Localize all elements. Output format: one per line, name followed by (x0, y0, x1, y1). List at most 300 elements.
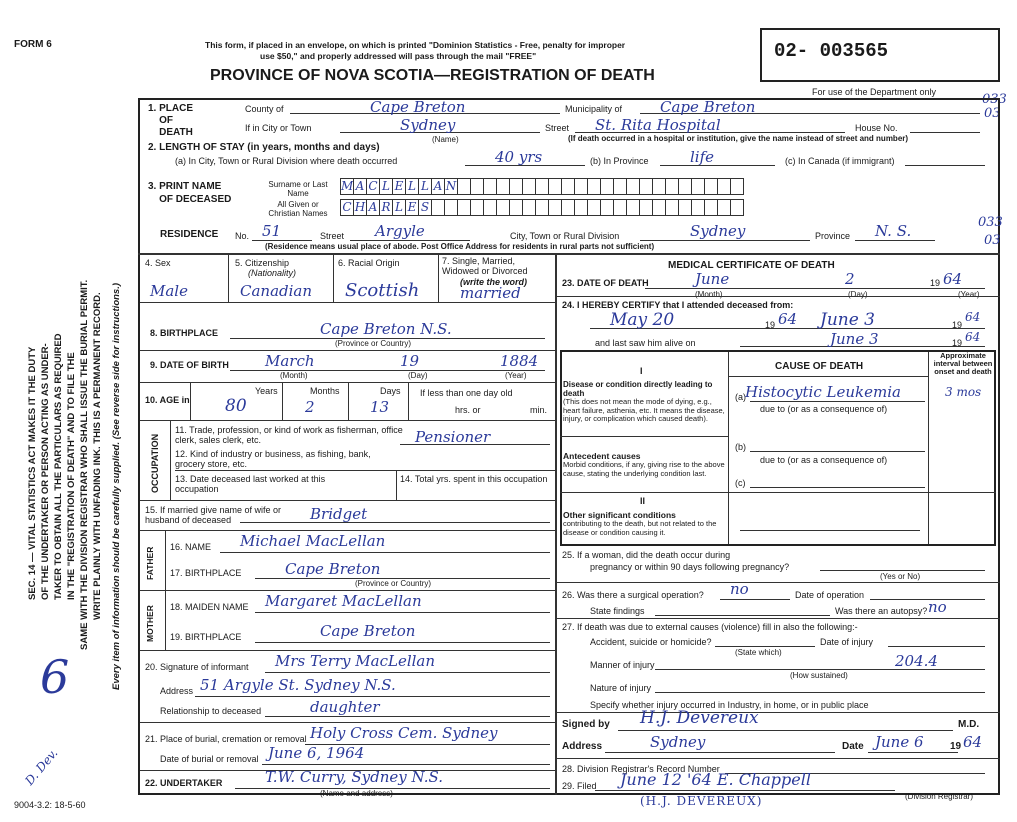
letter-cell (717, 178, 731, 195)
signer-address: Sydney (650, 733, 706, 751)
letter-cell (639, 199, 653, 216)
occ-q12: 12. Kind of industry or business, as fishing, bank, grocery store, etc. (175, 449, 371, 469)
date-op-label: Date of operation (795, 590, 865, 600)
upper-divider (138, 253, 1000, 255)
citizenship-sub: (Nationality) (248, 268, 297, 278)
occ-q14: 14. Total yrs. spent in this occupation (400, 474, 548, 484)
mother-bottom (140, 650, 555, 651)
interval-label: Approximate interval between onset and death (933, 351, 993, 376)
informant-bottom (140, 722, 555, 723)
act-line7: Every item of information should be carefully supplied. (See reverse side for instructions.) (111, 282, 122, 690)
letter-cell (626, 199, 640, 216)
signed-label: Signed by (562, 719, 610, 730)
form-code: 9004-3.2: 18-5-60 (14, 800, 86, 810)
letter-cell (600, 199, 614, 216)
res-city-value: Sydney (690, 222, 746, 240)
cause-b-line (750, 451, 925, 452)
origin-value: Scottish (345, 280, 420, 301)
industry-label: Specify whether injury occurred in Industry, in home, or in public place (590, 700, 869, 710)
res-no-label: No. (235, 231, 250, 241)
res-no-value: 51 (262, 222, 282, 240)
letter-cell (587, 178, 601, 195)
surname-cells (340, 178, 743, 195)
stay-c-line (905, 165, 985, 166)
hospital-note: (If death occurred in a hospital or institution, give the name instead of street and number) (568, 134, 909, 143)
form-title: PROVINCE OF NOVA SCOTIA—REGISTRATION OF DEATH (210, 67, 655, 84)
birthplace-value: Cape Breton N.S. (320, 320, 452, 338)
letter-cell (691, 178, 705, 195)
form-label: FORM 6 (14, 39, 52, 50)
reg-number: 02- 003565 (774, 40, 889, 62)
act-line6: WRITE PLAINLY WITH UNFADING INK. THIS IS A PERMANENT RECORD. (92, 292, 103, 620)
cause-div1 (728, 352, 729, 544)
manner-label: Manner of injury (590, 660, 655, 670)
div-6 (438, 254, 439, 302)
res-street-label: Street (320, 231, 345, 241)
cause-div2 (928, 352, 929, 544)
dob-day-sub: (Day) (408, 371, 428, 380)
less-day-label: If less than one day old (420, 388, 513, 398)
row4-bottom (140, 302, 555, 303)
notice-line1: This form, if placed in an envelope, on which is printed "Dominion Statistics - Free, penalty for improper (205, 40, 626, 50)
act-line1: SEC. 14 — VITAL STATISTICS ACT MAKES IT THE DUTY (27, 346, 38, 600)
letter-cell (496, 199, 510, 216)
mother-birth-line (255, 642, 550, 643)
age-div3 (348, 383, 349, 420)
given-cells (340, 199, 743, 216)
age-months: 2 (305, 398, 315, 416)
from-year: 64 (778, 310, 798, 328)
stay-b-value: life (690, 148, 715, 166)
q28-label: 28. Division Registrar's Record Number (562, 764, 720, 774)
name-label: 3. PRINT NAME OF DECEASED (148, 181, 232, 205)
municipality-label: Municipality of (565, 104, 623, 114)
letter-cell (483, 199, 497, 216)
letter-cell (730, 199, 744, 216)
signer-year-prefix: 19 (950, 741, 962, 752)
months-label: Months (310, 386, 340, 396)
signer-date-label: Date (842, 741, 864, 752)
occ-q13: 13. Date deceased last worked at this occupation (175, 474, 326, 494)
age-div4 (408, 383, 409, 420)
certify-from: May 20 (610, 310, 675, 330)
burial-label: 21. Place of burial, cremation or removal (145, 734, 307, 744)
letter-cell: A (366, 199, 380, 216)
mother-side-div (165, 590, 166, 650)
given-label: All Given or Christian Names (268, 200, 328, 218)
letter-cell: L (379, 178, 393, 195)
hrs-label: hrs. or (455, 405, 481, 415)
informant-label: 20. Signature of informant (145, 662, 249, 672)
due-to-b: due to (or as a consequence of) (760, 455, 888, 465)
state-findings-label: State findings (590, 606, 645, 616)
q26-label: 26. Was there a surgical operation? (562, 590, 704, 600)
street-label: Street (545, 123, 570, 133)
city-value: Sydney (400, 116, 456, 134)
marital-sub: (write the word) (460, 277, 527, 287)
informant-value: Mrs Terry MacLellan (275, 652, 436, 670)
cause-split2 (560, 492, 996, 493)
letter-cell (704, 199, 718, 216)
occupation-side: OCCUPATION (150, 433, 160, 493)
death-year: 64 (943, 270, 963, 288)
signed-value: H.J. Devereux (640, 708, 759, 728)
death-date-line (645, 288, 985, 289)
margin-mark: 6 (40, 650, 70, 704)
registrar-sub: (Division Registrar) (905, 792, 974, 801)
nature-label: Nature of injury (590, 683, 652, 693)
mother-side: MOTHER (145, 605, 155, 642)
occ-q11-value: Pensioner (415, 428, 491, 446)
father-name-line (220, 552, 550, 553)
from-year-prefix: 19 (765, 320, 776, 330)
wife-line (240, 522, 550, 523)
antecedent-label: Antecedent causes (563, 451, 641, 461)
min-label: min. (530, 405, 548, 415)
letter-cell (561, 178, 575, 195)
father-birth-label: 17. BIRTHPLACE (170, 568, 242, 578)
letter-cell (548, 199, 562, 216)
letter-cell (470, 199, 484, 216)
relationship-label: Relationship to deceased (160, 706, 262, 716)
letter-cell (522, 199, 536, 216)
surgery-value: no (730, 580, 749, 598)
residence-label: RESIDENCE (160, 229, 219, 240)
informant-address: 51 Argyle St. Sydney N.S. (200, 676, 396, 694)
letter-cell (639, 178, 653, 195)
occ-bottom (140, 500, 555, 501)
death-year-sub: (Year) (958, 290, 980, 299)
wife-value: Bridget (310, 505, 368, 523)
father-name: Michael MacLellan (240, 532, 386, 550)
q29-label: 29. Filed (562, 781, 597, 791)
cause-b-label: (b) (735, 442, 746, 452)
letter-cell: N (445, 179, 457, 193)
res-street-value: Argyle (375, 222, 425, 240)
county-label: County of (245, 104, 284, 114)
div-5 (333, 254, 334, 302)
burial-date-label: Date of burial or removal (160, 754, 259, 764)
undertaker-sub: (Name and address) (320, 789, 393, 798)
row8-bottom (140, 350, 555, 351)
yes-no-sub: (Yes or No) (880, 572, 921, 581)
to-year: 64 (965, 310, 981, 324)
letter-cell (730, 178, 744, 195)
letter-cell (457, 199, 471, 216)
dob-day: 19 (400, 352, 420, 370)
house-line (910, 132, 980, 133)
letter-cell (587, 199, 601, 216)
letter-cell (561, 199, 575, 216)
registrar-stamp: (H.J. DEVEREUX) (640, 794, 763, 808)
signed-line (618, 730, 953, 731)
father-prov-sub: (Province or Country) (355, 579, 432, 588)
res-code2: 03 (984, 233, 1001, 248)
autopsy-value: no (928, 598, 947, 616)
cause-a-line (750, 401, 925, 402)
letter-cell (457, 178, 471, 195)
informant-line (265, 672, 550, 673)
letter-cell (574, 199, 588, 216)
relationship-value: daughter (310, 698, 380, 716)
letter-cell (431, 199, 445, 216)
state-findings-line (655, 615, 830, 616)
letter-cell (535, 199, 549, 216)
letter-cell (600, 178, 614, 195)
last-saw: June 3 (830, 330, 879, 348)
immediate-note: (This does not mean the mode of dying, e.g., heart failure, asthenia, etc. It means the disease, injury, or complication which caused death). (563, 397, 725, 423)
letter-cell: L (405, 178, 419, 195)
letter-cell (483, 178, 497, 195)
cause-split1 (560, 436, 728, 437)
div-4 (228, 254, 229, 302)
signer-address-label: Address (562, 741, 603, 752)
q26-bottom (556, 618, 1000, 619)
letter-cell (665, 178, 679, 195)
res-province-value: N. S. (875, 222, 912, 240)
md-label: M.D. (958, 719, 980, 730)
father-side: FATHER (145, 546, 155, 580)
cause-header-line (728, 376, 928, 377)
house-label: House No. (855, 123, 898, 133)
letter-cell (652, 199, 666, 216)
father-side-div (165, 530, 166, 590)
sex-value: Male (150, 282, 188, 300)
state-which-sub: (State which) (735, 648, 782, 657)
antecedent-note: Morbid conditions, if any, giving rise to the above cause, stating the underlying condition last. (563, 460, 725, 478)
mother-name-line (255, 612, 550, 613)
father-bottom (140, 590, 555, 591)
cause-c-line (750, 487, 925, 488)
letter-cell (522, 178, 536, 195)
undertaker-value: T.W. Curry, Sydney N.S. (265, 768, 443, 786)
stay-label: 2. LENGTH OF STAY (in years, months and days) (148, 142, 380, 153)
surname-label: Surname or Last Name (268, 180, 328, 198)
name-sub: (Name) (432, 135, 459, 144)
death-month: June (695, 270, 730, 288)
signer-address-line (605, 752, 835, 753)
letter-cell: S (418, 199, 432, 216)
burial-date: June 6, 1964 (268, 744, 365, 762)
father-birth: Cape Breton (285, 560, 381, 578)
letter-cell (548, 178, 562, 195)
res-city-line (640, 240, 810, 241)
signer-date-year: 64 (963, 733, 983, 751)
immediate-label: Disease or condition directly leading to death (563, 380, 713, 398)
letter-cell (613, 178, 627, 195)
margin-note: D. Dev. (22, 746, 61, 788)
date-injury-line (888, 646, 985, 647)
res-city-label: City, Town or Rural Division (510, 231, 620, 241)
notice-line2: use $50," and properly addressed will pass through the mail "FREE" (260, 51, 537, 61)
letter-cell (509, 178, 523, 195)
letter-cell (574, 178, 588, 195)
row23-bottom (556, 296, 1000, 297)
date-injury-label: Date of injury (820, 637, 874, 647)
letter-cell (665, 199, 679, 216)
letter-cell: A (353, 178, 367, 195)
letter-cell (626, 178, 640, 195)
municipality-value: Cape Breton (660, 98, 756, 116)
q25-line1: 25. If a woman, did the death occur during (562, 550, 731, 560)
q29-line (595, 790, 895, 791)
dept-code2: 03 (984, 106, 1001, 121)
occ-q14-div (396, 470, 397, 500)
last-saw-label: and last saw him alive on (595, 338, 696, 348)
birthplace-label: 8. BIRTHPLACE (150, 328, 219, 338)
letter-cell (613, 199, 627, 216)
dob-label: 9. DATE OF BIRTH (150, 360, 229, 370)
age-div1 (190, 383, 191, 420)
death-date-label: 23. DATE OF DEATH (562, 278, 649, 288)
letter-cell: R (379, 199, 393, 216)
act-line5: SAME WITH THE DIVISION REGISTRAR WHO SHALL ISSUE THE BURIAL PERMIT. (79, 279, 90, 650)
stay-b-line (660, 165, 775, 166)
mother-birth-label: 19. BIRTHPLACE (170, 632, 242, 642)
letter-cell: C (340, 199, 354, 216)
letter-cell (496, 178, 510, 195)
burial-value: Holy Cross Cem. Sydney (310, 724, 498, 742)
dob-month-sub: (Month) (280, 371, 308, 380)
occ-row12-bottom (175, 470, 555, 471)
days-label: Days (380, 386, 401, 396)
res-province-label: Province (815, 231, 851, 241)
marital-label: 7. Single, Married, Widowed or Divorced (442, 256, 528, 276)
letter-cell (509, 199, 523, 216)
section-two: II (640, 496, 646, 506)
occ-side-div (170, 420, 171, 500)
interval-a-value: 3 mos (945, 385, 982, 399)
q25-line (820, 570, 985, 571)
letter-cell: M (341, 179, 354, 193)
residence-note: (Residence means usual place of abode. Post Office Address for residents in rural parts not sufficient) (265, 242, 655, 251)
street-value: St. Rita Hospital (595, 116, 721, 134)
other-note: contributing to the death, but not related to the disease or condition causing it. (563, 519, 717, 537)
medical-title: MEDICAL CERTIFICATE OF DEATH (668, 260, 835, 271)
section-one: I (640, 366, 643, 376)
letter-cell: A (431, 178, 445, 195)
letter-cell (717, 199, 731, 216)
to-year-prefix: 19 (952, 320, 963, 330)
autopsy-label: Was there an autopsy? (835, 606, 928, 616)
other-line (740, 530, 920, 531)
death-year-prefix: 19 (930, 278, 941, 288)
letter-cell (470, 178, 484, 195)
county-value: Cape Breton (370, 98, 466, 116)
place-death-label: 1. PLACE OF DEATH (148, 103, 194, 138)
row10-bottom (140, 420, 555, 421)
dept-code1: 033 (982, 92, 1007, 107)
filed-value: June 12 '64 E. Chappell (620, 770, 811, 789)
letter-cell (704, 178, 718, 195)
wife-label: 15. If married give name of wife or husband of deceased (145, 505, 282, 525)
how-sustained-sub: (How sustained) (790, 671, 848, 680)
wife-bottom (140, 530, 555, 531)
reg-number-box (760, 28, 1000, 82)
q25-bottom (556, 582, 1000, 583)
letter-cell (652, 178, 666, 195)
letter-cell: L (392, 199, 406, 216)
occ-q11: 11. Trade, profession, or kind of work as fisherman, office clerk, sales clerk, etc. (175, 425, 403, 445)
center-divider (555, 253, 557, 795)
last-saw-year: 64 (965, 330, 981, 344)
age-days: 13 (370, 398, 390, 416)
birthplace-sub: (Province or Country) (335, 339, 412, 348)
cause-a-label: (a) (735, 392, 746, 402)
stay-a-value: 40 yrs (495, 148, 543, 166)
informant-address-line (195, 696, 550, 697)
relationship-line (265, 716, 550, 717)
years-label: Years (255, 386, 278, 396)
age-label: 10. AGE in (145, 395, 190, 405)
q25-label: pregnancy or within 90 days following pregnancy? (590, 562, 790, 572)
city-label: If in City or Town (245, 123, 312, 133)
informant-address-label: Address (160, 686, 194, 696)
mother-name-label: 18. MAIDEN NAME (170, 602, 249, 612)
res-code1: 033 (978, 215, 1003, 230)
act-line4: IN THE "REGISTRATION OF DEATH" AND TO FILE THE (66, 352, 77, 600)
marital-value: married (460, 284, 521, 302)
cause-title: CAUSE OF DEATH (775, 361, 864, 372)
accident-line (715, 646, 815, 647)
death-day: 2 (845, 270, 855, 288)
stay-c-label: (c) In Canada (if immigrant) (785, 156, 895, 166)
signer-date-line (868, 752, 958, 753)
stay-a-label: (a) In City, Town or Rural Division where death occurred (175, 156, 398, 166)
father-name-label: 16. NAME (170, 542, 212, 552)
letter-cell: C (366, 178, 380, 195)
stay-b-label: (b) In Province (590, 156, 649, 166)
age-div2 (282, 383, 283, 420)
q27-label: 27. If death was due to external causes (violence) fill in also the following:- (562, 622, 858, 632)
letter-cell: L (418, 178, 432, 195)
dob-year: 1884 (500, 352, 539, 370)
death-day-sub: (Day) (848, 290, 868, 299)
burial-date-line (262, 764, 550, 765)
letter-cell (691, 199, 705, 216)
nature-line (655, 692, 985, 693)
letter-cell: E (392, 178, 406, 195)
res-street-line (350, 240, 470, 241)
cause-a-value: Histocytic Leukemia (745, 383, 901, 401)
manner-code: 204.4 (895, 652, 938, 670)
last-year-prefix: 19 (952, 338, 963, 348)
death-month-sub: (Month) (695, 290, 723, 299)
sex-label: 4. Sex (145, 258, 171, 268)
signed-bottom (556, 758, 1000, 759)
letter-cell: E (405, 199, 419, 216)
certify-label: 24. I HEREBY CERTIFY that I attended deceased from: (562, 300, 794, 310)
letter-cell (678, 178, 692, 195)
certify-to: June 3 (820, 310, 875, 330)
letter-cell (535, 178, 549, 195)
act-line3: TAKER TO OBTAIN ALL THE PARTICULARS AS REQUIRED (53, 333, 64, 600)
other-label: Other significant conditions (563, 510, 676, 520)
letter-cell: H (354, 200, 366, 214)
accident-label: Accident, suicide or homicide? (590, 637, 712, 647)
letter-cell (444, 199, 458, 216)
letter-cell (678, 199, 692, 216)
mother-name: Margaret MacLellan (265, 592, 422, 610)
dept-use-label: For use of the Department only (812, 87, 937, 97)
q27-bottom (556, 712, 1000, 713)
citizenship-value: Canadian (240, 282, 313, 300)
cause-c-label: (c) (735, 478, 746, 488)
res-no-line (252, 240, 312, 241)
citizenship-label: 5. Citizenship (235, 258, 290, 268)
signer-date: June 6 (875, 733, 924, 751)
dob-line (230, 370, 545, 371)
